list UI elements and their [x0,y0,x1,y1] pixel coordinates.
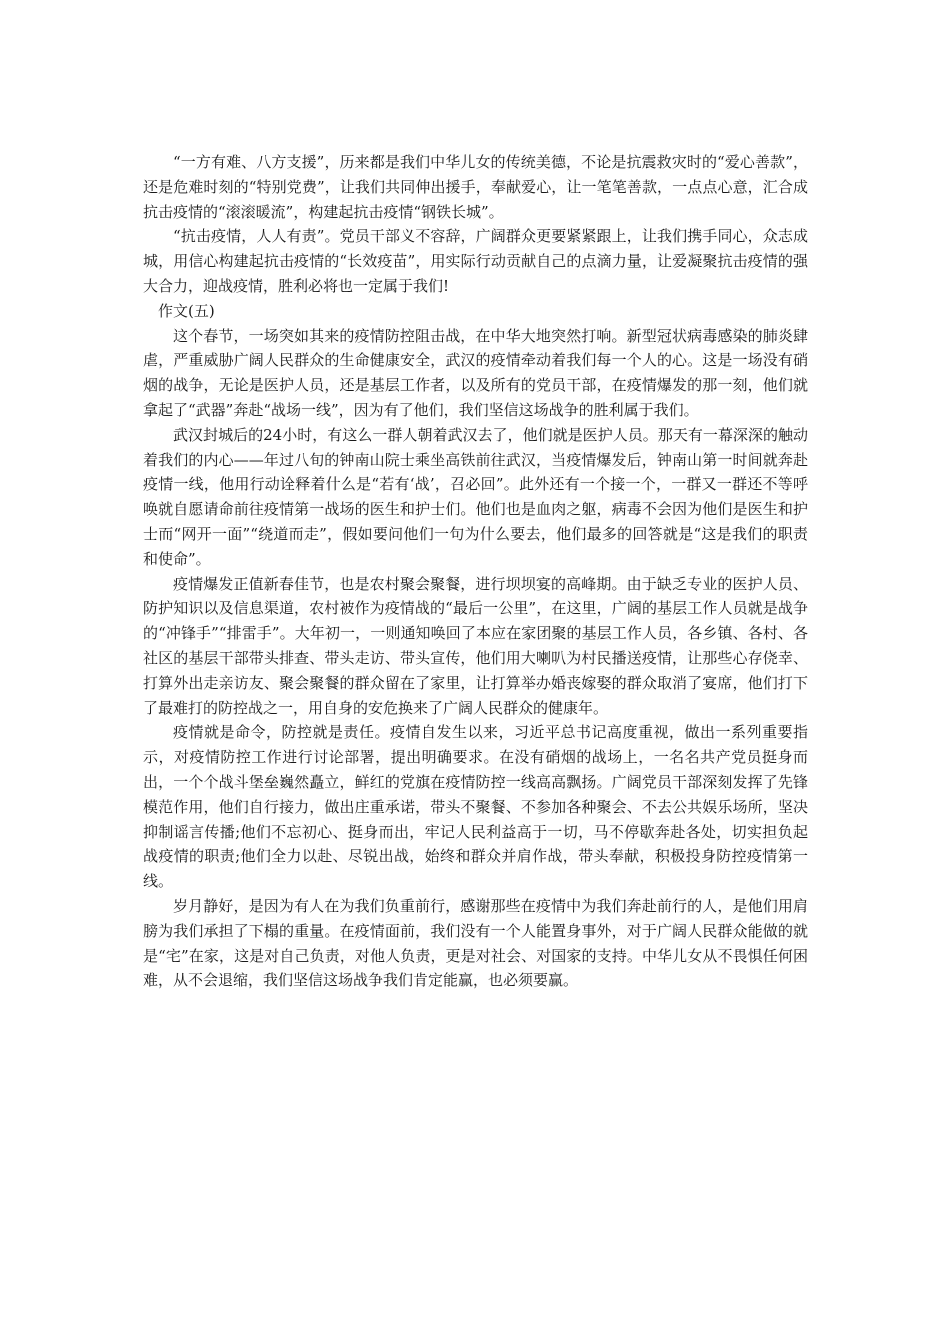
paragraph-3: 这个春节，一场突如其来的疫情防控阻击战，在中华大地突然打响。新型冠状病毒感染的肺炎肆虐，严重威胁广阔人民群众的生命健康安全，武汉的疫情牵动着我们每一个人的心。这是一场没有硝烟的战争，无论是医护人员，还是基层工作者，以及所有的党员干部，在疫情爆发的那一刻，他们就拿起了“武器”奔赴“战场一线”，因为有了他们，我们坚信这场战争的胜利属于我们。 [143,326,808,419]
paragraph-5: 疫情爆发正值新春佳节，也是农村聚会聚餐，进行坝坝宴的高峰期。由于缺乏专业的医护人员、防护知识以及信息渠道，农村被作为疫情战的“最后一公里”，在这里，广阔的基层工作人员就是战争的“冲锋手”“排雷手”。大年初一，一则通知唤回了本应在家团聚的基层工作人员，各乡镇、各村、各社区的基层干部带头排查、带头走访、带头宣传，他们用大喇叭为村民播送疫情，让那些心存侥幸、打算外出走亲访友、聚会聚餐的群众留在了家里，让打算举办婚丧嫁娶的群众取消了宴席，他们打下了最难打的防控战之一，用自身的安危换来了广阔人民群众的健康年。 [143,574,808,717]
section-heading: 作文(五) [158,301,215,320]
paragraph-4: 武汉封城后的24小时，有这么一群人朝着武汉去了，他们就是医护人员。那天有一幕深深的触动着我们的内心——年过八旬的钟南山院士乘坐高铁前往武汉，当疫情爆发后，钟南山第一时间就奔赴疫情一线，他用行动诠释着什么是“若有‘战’，召必回”。此外还有一个接一个，一群又一群还不等呼唤就自愿请命前往疫情第一战场的医生和护士们。他们也是血肉之躯，病毒不会因为他们是医生和护士而“网开一面”“绕道而走”，假如要问他们一句为什么要去，他们最多的回答就是“这是我们的职责和使命”。 [143,425,808,568]
document-body [143,150,808,993]
paragraph-6: 疫情就是命令，防控就是责任。疫情自发生以来，习近平总书记高度重视，做出一系列重要指示，对疫情防控工作进行讨论部署，提出明确要求。在没有硝烟的战场上，一名名共产党员挺身而出，一个个战斗堡垒巍然矗立，鲜红的党旗在疫情防控一线高高飘扬。广阔党员干部深刻发挥了先锋模范作用，他们自行接力，做出庄重承诺，带头不聚餐、不参加各种聚会、不去公共娱乐场所，坚决抑制谣言传播;他们不忘初心、挺身而出，牢记人民利益高于一切，马不停歇奔赴各处，切实担负起战疫情的职责;他们全力以赴、尽锐出战，始终和群众并肩作战，带头奉献，积极投身防控疫情第一线。 [143,723,808,891]
paragraph-7: 岁月静好，是因为有人在为我们负重前行，感谢那些在疫情中为我们奔赴前行的人，是他们用肩膀为我们承担了下榻的重量。在疫情面前，我们没有一个人能置身事外，对于广阔人民群众能做的就是“宅”在家，这是对自己负责，对他人负责，更是对社会、对国家的支持。中华儿女从不畏惧任何困难，从不会退缩，我们坚信这场战争我们肯定能赢，也必须要赢。 [143,896,808,990]
paragraph-2: “抗击疫情，人人有责”。党员干部义不容辞，广阔群众更要紧紧跟上，让我们携手同心，众志成城，用信心构建起抗击疫情的“长效疫苗”，用实际行动贡献自己的点滴力量，让爱凝聚抗击疫情的强大合力，迎战疫情，胜利必将也一定属于我们! [143,227,808,295]
paragraph-1: “一方有难、八方支援”，历来都是我们中华儿女的传统美德，不论是抗震救灾时的“爱心善款”，还是危难时刻的“特别党费”，让我们共同伸出援手，奉献爱心，让一笔笔善款，一点点心意，汇合成抗击疫情的“滚滚暖流”，构建起抗击疫情“钢铁长城”。 [143,153,808,221]
